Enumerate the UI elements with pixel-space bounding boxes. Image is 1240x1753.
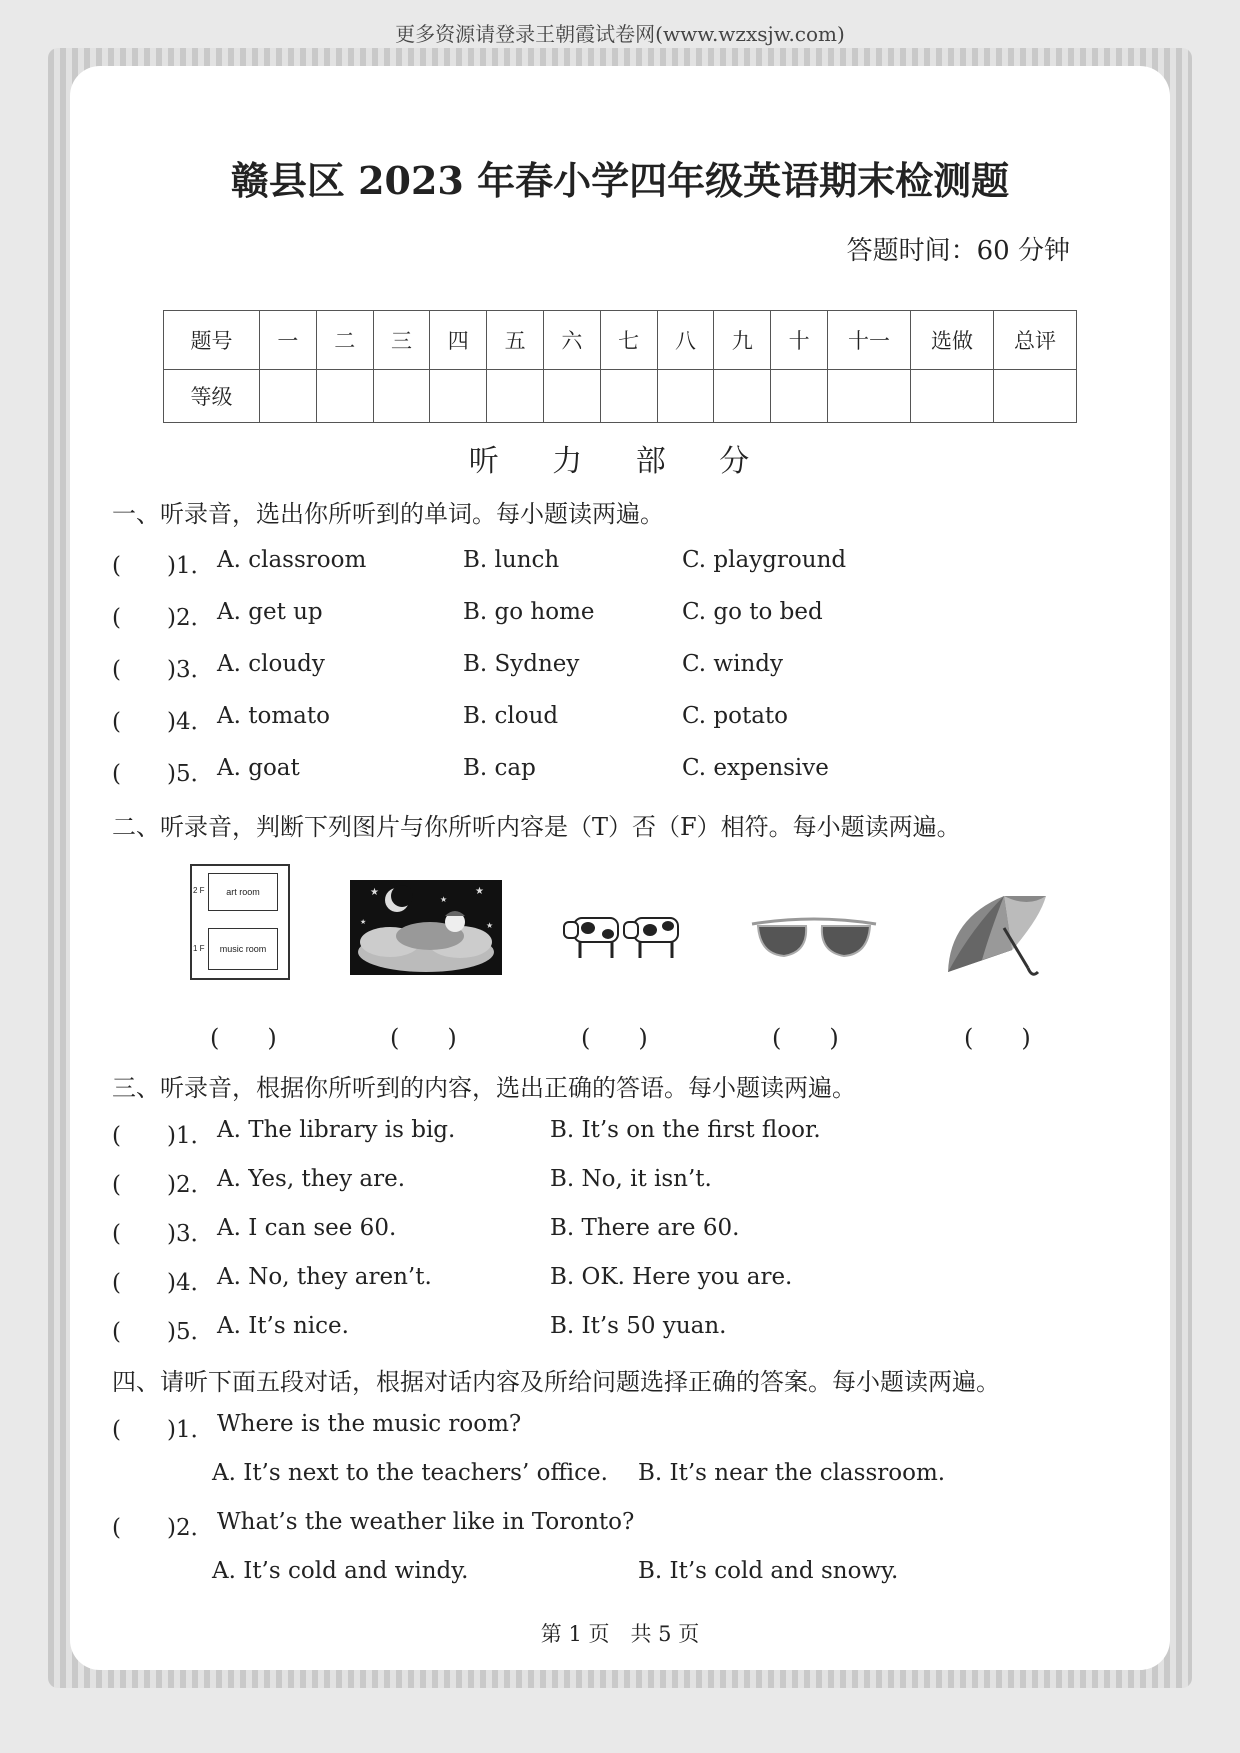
option-a: A. It’s cold and windy. (212, 1558, 469, 1584)
option-a: A. No, they aren’t. (217, 1264, 432, 1290)
time-label: 答题时间：60 分钟 (846, 236, 1070, 266)
score-header-row (164, 311, 1077, 370)
option-b: B. It’s on the first floor. (550, 1117, 821, 1143)
grade-cell[interactable] (543, 370, 600, 423)
answer-slot[interactable]: ( ) (964, 1024, 1031, 1052)
option-c: C. go to bed (682, 599, 823, 625)
part2-instruction: 二、听录音，判断下列图片与你所听内容是（T）否（F）相符。每小题读两遍。 (112, 813, 961, 841)
watermark: 更多资源请登录王朝霞试卷网(www.wzxsjw.com) (395, 22, 845, 46)
option-b: B. go home (463, 599, 595, 625)
grade-cell[interactable] (487, 370, 544, 423)
table-cell: 四 (430, 311, 487, 370)
answer-slot[interactable]: ( ) (772, 1024, 839, 1052)
option-c: C. windy (682, 651, 783, 677)
score-table (163, 310, 1077, 423)
svg-text:★: ★ (486, 921, 494, 930)
option-a: A. It’s next to the teachers’ office. (212, 1460, 608, 1486)
floor-1-label: 1 F (193, 944, 205, 953)
grade-cell[interactable] (260, 370, 317, 423)
umbrella-picture (942, 888, 1052, 982)
question-number[interactable]: ( )2． (112, 1515, 214, 1541)
question-number[interactable]: ( )4． (112, 709, 214, 735)
option-b: B. It’s near the classroom. (638, 1460, 946, 1486)
table-cell: 二 (316, 311, 373, 370)
option-c: C. potato (682, 703, 789, 729)
art-room-box: art room (208, 873, 278, 911)
option-b: B. There are 60. (550, 1215, 740, 1241)
score-grade-row (164, 370, 1077, 423)
part3-instruction: 三、听录音，根据你所听到的内容，选出正确的答语。每小题读两遍。 (112, 1074, 856, 1102)
table-cell: 六 (543, 311, 600, 370)
floor-2-label: 2 F (193, 886, 205, 895)
table-cell: 一 (260, 311, 317, 370)
option-a: A. get up (217, 599, 323, 625)
question-number[interactable]: ( )3． (112, 1221, 214, 1247)
svg-text:★: ★ (440, 895, 448, 904)
part1-instruction: 一、听录音，选出你所听到的单词。每小题读两遍。 (112, 500, 664, 528)
option-b: B. It’s 50 yuan. (550, 1313, 727, 1339)
question-number[interactable]: ( )1． (112, 1417, 214, 1443)
table-cell: 三 (373, 311, 430, 370)
cows-picture (560, 908, 682, 968)
option-a: A. The library is big. (217, 1117, 456, 1143)
option-c: C. expensive (682, 755, 829, 781)
section-heading: 听 力 部 分 (468, 444, 772, 479)
question-number[interactable]: ( )2． (112, 605, 214, 631)
grade-cell[interactable] (911, 370, 994, 423)
table-cell: 总评 (994, 311, 1077, 370)
grade-cell[interactable] (994, 370, 1077, 423)
grade-cell[interactable] (714, 370, 771, 423)
option-b: B. Sydney (463, 651, 580, 677)
option-b: B. lunch (463, 547, 560, 573)
option-b: B. cap (463, 755, 536, 781)
grade-cell[interactable] (430, 370, 487, 423)
grade-cell[interactable] (600, 370, 657, 423)
grade-cell[interactable] (771, 370, 828, 423)
grade-cell[interactable] (657, 370, 714, 423)
question-number[interactable]: ( )5． (112, 1319, 214, 1345)
question-number[interactable]: ( )3． (112, 657, 214, 683)
grade-cell[interactable] (316, 370, 373, 423)
table-cell: 五 (487, 311, 544, 370)
question-text: Where is the music room? (217, 1411, 522, 1437)
music-room-box: music room (208, 928, 278, 970)
page-title: 赣县区 2023 年春小学四年级英语期末检测题 (230, 158, 1010, 203)
option-b: B. OK. Here you are. (550, 1264, 793, 1290)
option-a: A. goat (217, 755, 300, 781)
table-cell: 九 (714, 311, 771, 370)
table-cell: 选做 (911, 311, 994, 370)
option-b: B. No, it isn’t. (550, 1166, 712, 1192)
option-a: A. classroom (217, 547, 367, 573)
table-cell: 十 (771, 311, 828, 370)
svg-text:★: ★ (370, 887, 379, 898)
sleeping-night-picture (350, 880, 502, 975)
question-text: What’s the weather like in Toronto? (217, 1509, 635, 1535)
question-number[interactable]: ( )2． (112, 1172, 214, 1198)
page-footer: 第 1 页 共 5 页 (540, 1622, 700, 1646)
option-a: A. Yes, they are. (217, 1166, 406, 1192)
table-cell: 七 (600, 311, 657, 370)
table-cell: 十一 (828, 311, 911, 370)
part4-instruction: 四、请听下面五段对话，根据对话内容及所给问题选择正确的答案。每小题读两遍。 (112, 1368, 1000, 1396)
grade-cell[interactable] (828, 370, 911, 423)
table-cell: 题号 (164, 311, 260, 370)
building-floors-picture (190, 864, 290, 980)
option-a: A. tomato (217, 703, 330, 729)
answer-slot[interactable]: ( ) (390, 1024, 457, 1052)
svg-text:★: ★ (360, 918, 367, 926)
question-number[interactable]: ( )4． (112, 1270, 214, 1296)
table-cell: 等级 (164, 370, 260, 423)
answer-slot[interactable]: ( ) (210, 1024, 277, 1052)
svg-text:★: ★ (475, 886, 484, 897)
table-cell: 八 (657, 311, 714, 370)
grade-cell[interactable] (373, 370, 430, 423)
question-number[interactable]: ( )1． (112, 1123, 214, 1149)
question-number[interactable]: ( )5． (112, 761, 214, 787)
answer-slot[interactable]: ( ) (581, 1024, 648, 1052)
option-a: A. I can see 60. (217, 1215, 397, 1241)
option-b: B. cloud (463, 703, 559, 729)
question-number[interactable]: ( )1． (112, 553, 214, 579)
option-a: A. cloudy (217, 651, 325, 677)
option-a: A. It’s nice. (217, 1313, 349, 1339)
sunglasses-picture (750, 910, 878, 970)
option-c: C. playground (682, 547, 847, 573)
option-b: B. It’s cold and snowy. (638, 1558, 899, 1584)
